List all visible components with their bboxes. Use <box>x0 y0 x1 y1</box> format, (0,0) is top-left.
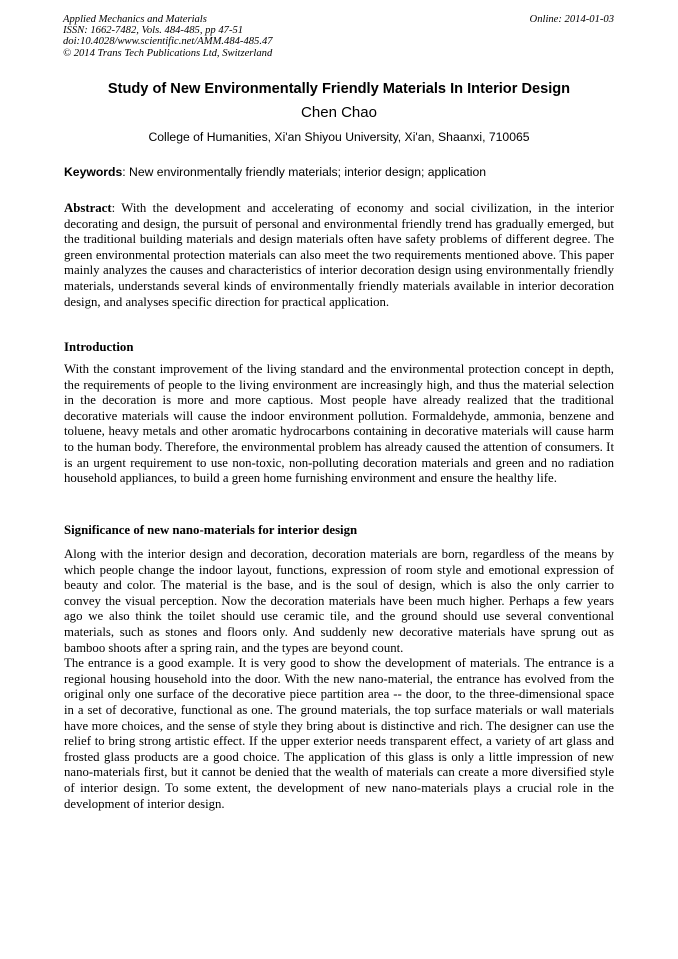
author-name: Chen Chao <box>301 104 377 121</box>
keywords-text: : New environmentally friendly materials; interior design; application <box>122 165 487 179</box>
significance-paragraph-2: The entrance is a good example. It is very good to show the development of materials. The entrance is a regional housing household into the door. With the new nano-material, the entrance has evolved from the original only one surface of the decorative piece partition area -- the door, to the three-dimensional space in a set of decorative, functional as one. The ground materials, the top surface materials or wall materials have more choices, and the sense of style they bring about is distinctive and rich. The designer can use the relief to bring strong artistic effect. If the upper exterior needs transparent effect, a variety of art glass and frosted glass products are a good choice. The application of this glass is only a little impression of new nano-materials first, but it cannot be denied that the wealth of materials can create a more diversified style of interior design. To some extent, the development of new nano-materials plays a crucial role in the development of interior design. <box>64 656 614 811</box>
introduction-section <box>64 362 614 487</box>
issn-line: ISSN: 1662-7482, Vols. 484-485, pp 47-51 <box>63 25 244 37</box>
introduction-paragraph: With the constant improvement of the living standard and the environmental protection concept in depth, the requirements of people to the living environment are increasingly high, and thus the material selection in the decoration is more and more captious. Most people have already realized that the traditional decorative materials will cause the indoor environment pollution. Formaldehyde, ammonia, benzene and toluene, heavy metals and other aromatic hydrocarbons containing in decorative materials will cause harm to the human body. Therefore, the environmental problem has already caused the attention of consumers. It is an urgent requirement to use non-toxic, non-polluting decoration materials and green and no radiation household appliances, to build a green home furnishing environment and ensure the healthy life. <box>64 362 614 486</box>
keywords-label: Keywords <box>64 165 123 179</box>
significance-section <box>64 547 614 812</box>
online-date-text: Online: 2014-01-03 <box>529 14 614 25</box>
abstract <box>64 201 614 310</box>
significance-heading: Significance of new nano-materials for interior design <box>64 523 358 537</box>
affiliation: College of Humanities, Xi'an Shiyou University, Xi'an, Shaanxi, 710065 <box>148 130 530 144</box>
copyright-line: © 2014 Trans Tech Publications Ltd, Switzerland <box>63 47 273 59</box>
abstract-text: : With the development and accelerating of economy and social civilization, in the interior decorating and design, the pursuit of personal and environmental friendly trend has gradually emerged, but the traditional building materials and design materials often have safety problems of different degree. The green environmental protection materials can also meet the two requirements mentioned above. This paper mainly analyzes the causes and characteristics of interior decoration design using environmentally friendly materials, understands several kinds of environmentally friendly materials available in interior decoration design, and analyses specific direction for practical application. <box>64 201 614 309</box>
introduction-heading: Introduction <box>64 340 134 354</box>
doi-line: doi:10.4028/www.scientific.net/AMM.484-485.47 <box>63 36 273 48</box>
journal-name: Applied Mechanics and Materials <box>63 14 207 25</box>
abstract-label: Abstract <box>64 201 112 215</box>
paper-title: Study of New Environmentally Friendly Materials In Interior Design <box>107 81 571 97</box>
keywords <box>64 165 624 179</box>
journal-header <box>63 14 273 59</box>
online-date <box>530 14 614 25</box>
significance-paragraph-1: Along with the interior design and decoration, decoration materials are born, regardless of the means by which people change the indoor layout, functions, expression of room style and emotional expression of beauty and color. The material is the base, and is the soul of design, which is also the only carrier to convey the visual perception. Now the decoration materials have been much higher. Perhaps a few years ago we also think the toilet should use ceramic tile, and the ground should use several conventional materials, such as stones and floors only. And suddenly new decorative materials have sprung out as bamboo shoots after a spring rain, and the types are beyond count. <box>64 547 614 655</box>
